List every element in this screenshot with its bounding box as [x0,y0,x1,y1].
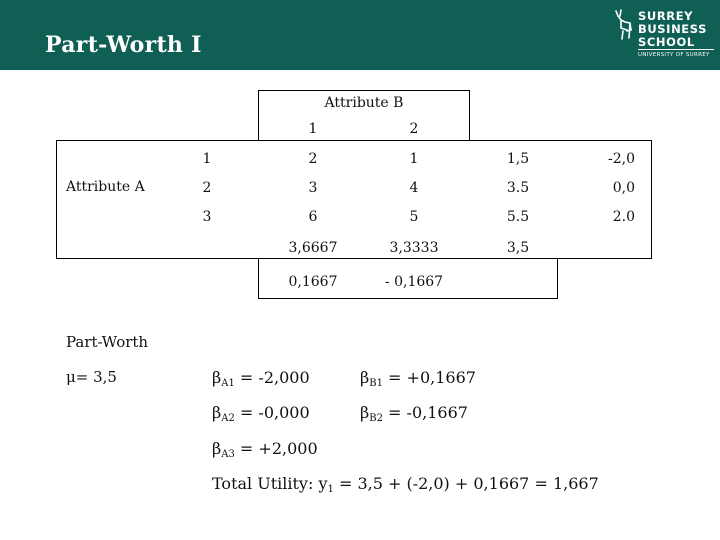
cell-a1-b2: 1 [409,151,419,167]
cell-a3-b2: 5 [409,209,419,225]
beta-b2: $\beta_{B2} = -0,1667$ [360,403,468,424]
grid-line-header-bottom [56,140,652,141]
row-part-worth-a1: -2,0 [608,151,635,167]
row-part-worth-a3: 2.0 [612,209,635,225]
logo-subline: UNIVERSITY OF SURREY [638,52,710,58]
beta-b1: $\beta_{B1} = +0,1667$ [360,368,476,389]
cell-a1-b1: 2 [308,151,318,167]
grid-line-right-upper [469,90,470,140]
slide-title: Part-Worth I [45,32,202,58]
a-level-3: 3 [202,209,212,225]
logo-text-line3: SCHOOL [638,35,695,49]
grid-line-main-bottom [56,258,652,259]
stag-icon [608,8,634,42]
grid-line-pw-right [469,298,470,299]
grid-line-right-main [651,140,652,258]
cell-a2-b1: 3 [308,180,318,196]
grid-line-means-bottom [258,298,558,299]
b-level-1: 1 [308,121,318,137]
column-part-worth-b1: 0,1667 [288,274,338,290]
grid-line-means-left [258,258,259,299]
total-utility: Total Utility: $y_1 = 3,5 + (-2,0) + 0,1667 = 1,667$ [212,474,599,495]
row-mean-a2: 3.5 [506,180,530,196]
grid-line-top [258,90,470,91]
header-bar [0,0,720,70]
part-worth-heading: Part-Worth [66,333,149,351]
grid-line-left-main [56,140,57,258]
logo-text-line1: SURREY [638,9,694,23]
column-part-worth-b2: - 0,1667 [384,274,444,290]
beta-a2: $\beta_{A2} = -0,000$ [212,403,310,424]
attribute-b-label: Attribute B [324,95,404,111]
cell-a3-b1: 6 [308,209,318,225]
grid-line-pw-left [258,298,259,299]
column-mean-b1: 3,6667 [288,240,338,256]
mu-value: μ= 3,5 [66,368,117,386]
b-level-2: 2 [409,121,419,137]
column-mean-b2: 3,3333 [389,240,439,256]
beta-a3: $\beta_{A3} = +2,000$ [212,439,318,460]
grid-line-left-upper [258,90,259,140]
surrey-business-school-logo [608,6,718,66]
logo-text-line2: BUSINESS [638,22,707,36]
row-part-worth-a2: 0,0 [612,180,635,196]
row-mean-a3: 5.5 [506,209,530,225]
a-level-2: 2 [202,180,212,196]
beta-a1: $\beta_{A1} = -2,000$ [212,368,310,389]
row-mean-a1: 1,5 [506,151,530,167]
grid-line-means-right [557,258,558,299]
attribute-a-label: Attribute A [66,179,145,195]
a-level-1: 1 [202,151,212,167]
grand-mean: 3,5 [506,240,530,256]
cell-a2-b2: 4 [409,180,419,196]
logo-rule [638,49,714,50]
